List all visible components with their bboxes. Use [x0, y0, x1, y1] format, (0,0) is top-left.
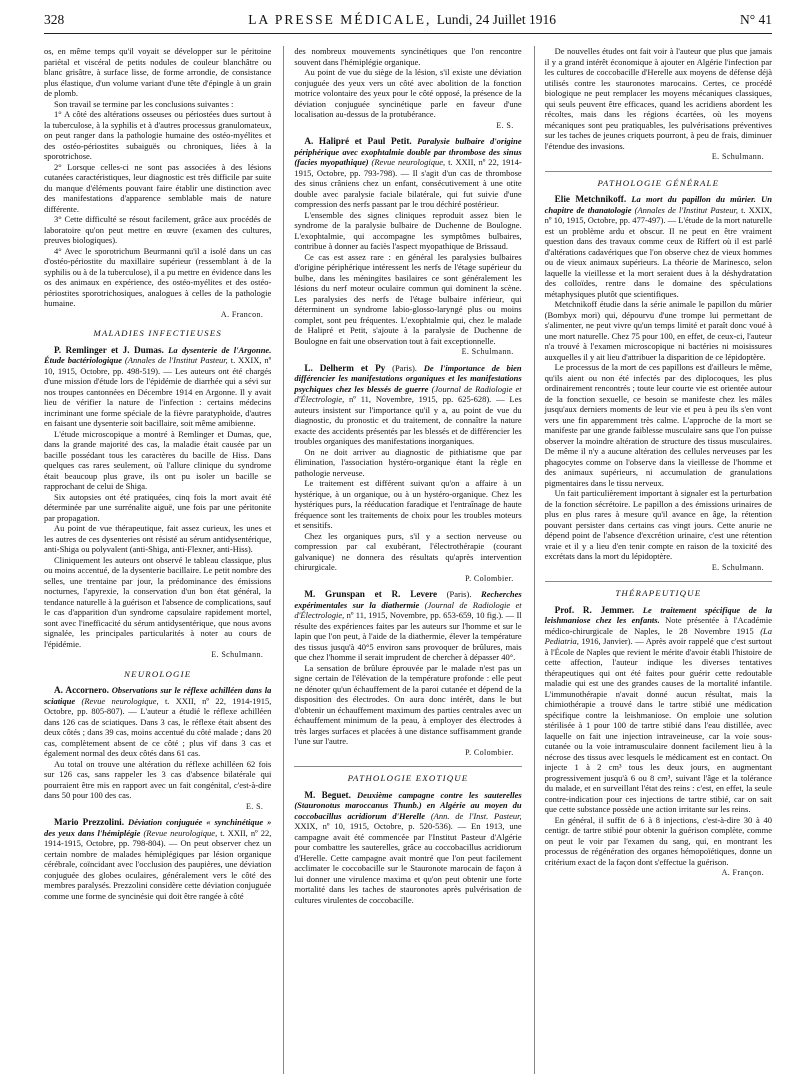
article-title: La mort du papillon du mûrier. Un chapitre de thanatologie	[544, 194, 772, 215]
article-title: Déviation conjuguée « synchinétique » des yeux dans l'hémiplégie	[44, 817, 272, 838]
article-author: Elie Metchnikoff.	[554, 194, 627, 204]
signature: P. Colombier.	[465, 573, 514, 583]
article-body: XXIX, nº 10, 1915, Octobre, p. 520-536). — En 1913, une campagne avait été commencée par l'Institut Pasteur d'Algérie pour combattre les sauterelles, grâce au coccobacillus acridiorum d'Herelle. Cette campagne avait montré que l'on peut facilement acclimater le coccobacille sur le Stauronote marocain de façon à lui donner une virulence maxima et qu'on peut obtenir une forte mortalité dans les taches de stauronotes après pulvérisation de cultures virulentes de coccobacille.	[294, 821, 522, 905]
column-left	[44, 46, 271, 1074]
issue-number: N° 41	[739, 12, 772, 27]
article-body: nº 11, 1915, Novembre, pp. 653-659, 10 fig.). — Il résulte des expériences faites par les auteurs sur l'homme et sur le lapin que l'on peut, à l'aide de la diathermie, élever la température des tissus jusqu'à 40°5 environ sans provoquer de brûlures, mais que chez l'homme il serait imprudent de chercher à dépasser 40°.	[294, 610, 522, 662]
paragraph: Le traitement est différent suivant qu'on a affaire à un hystérique, à un organique, ou à un hystéro-organique. Chez les hystériques purs, la rééducation faradique et l'entraînage de haute fréquence sont les traitements de choix pour les troubles moteurs et sensitifs.	[294, 478, 522, 530]
paragraph: Chez les organiques purs, s'il y a section nerveuse ou compression par cal exubérant, l'électrothérapie (courant galvanique) ne donnera des résultats qu'après intervention chirurgicale.	[294, 530, 522, 572]
article-entry	[44, 345, 271, 429]
paragraph: Le processus de la mort de ces papillons est d'ailleurs le même, qu'ils aient ou non été infectés par des diplocoques, les plus ordinairement rencontrés ; toute leur courte vie est orientée autour de la fonction sexuelle, ce besoin se manifeste chez les mâles jusqu'aux derniers moments de leur vie et peu à peu ils s'en vont vers une fin apparemment très calme. L'approche de la mort se manifeste par une grande faiblesse musculaire sans que l'on puisse observer la moindre altération de structure des tissus musculaires. De même il n'y a aucune altération des cellules nerveuses par les phagocytes comme on l'observe dans la vieillesse de l'homme et des animaux supérieurs, ni accumulation de granulations pigmentaires dans le tissu nerveux.	[544, 362, 772, 488]
signature: P. Colombier.	[465, 747, 514, 757]
text-columns	[44, 46, 772, 1074]
article-source: (Revue neurologique,	[143, 827, 218, 838]
paragraph: Cliniquement les auteurs ont observé le tableau classique, plus ou moins accentué, de la dysenterie bacillaire. Le petit nombre des selles, une trentaine par jour, la prédominance des émissions nocturnes, l'apyrexie, la conservation d'un bon état général, la tendance naturelle à la guérison et l'absence de complications, sauf le cas d'apparition d'un syndrome capsulaire rapidement mortel, sont avec l'inefficacité du sérum antidysentérique, que nous avons signalée, les principales particularités à noter au cours de l'épidémie.	[44, 554, 272, 649]
article-source: (Annales de l'Institut Pasteur,	[634, 204, 738, 215]
article-entry	[44, 685, 271, 759]
issue-date: Lundi, 24 Juillet 1916	[436, 12, 556, 27]
signature: A. Françon.	[721, 868, 764, 877]
article-body: t. XXIX, nº 10, 1915, Octobre, pp. 498-519). — Les auteurs ont été chargés d'une mission d'étude lors de l'épidémie de diarrhée qui a sévi sur nos troupes cantonnées en Décembre 1914 en Argonne. Il y avait lieu de vérifier la nature de l'infection : certains médecins incriminant une forme spéciale de la fièvre paratyphoïde, d'autres en faisant une dysenterie soit bacillaire, soit même amibienne.	[44, 355, 272, 428]
article-entry	[545, 605, 772, 815]
article-source: (Journal de Radiologie et d'Électrologie,	[294, 599, 522, 620]
paragraph: Au point de vue du siège de la lésion, s'il existe une déviation conjuguée des yeux vers un côté avec abolition de la fonction motrice volontaire des yeux pour le côté opposé, la présence de la déviation conjuguée syncinétique parle en faveur d'une localisation au-dessus de la protubérance.	[294, 67, 522, 119]
article-author: Mario Prezzolini.	[54, 817, 125, 827]
article-title: Le traitement spécifique de la leishmaniose chez les enfants.	[544, 604, 772, 625]
paragraph: Metchnikoff étudie dans la série animale le papillon du mûrier (Bombyx mori) qui, dépourvu d'une trompe lui permettant de s'alimenter, ne peut vivre qu'un temps limité et paraît donc voué à une mort naturelle. Chez 75 pour 100, en effet, de ceux-ci, l'auteur n'a trouvé à l'examen microscopique ni bactéries ni moisissures auxquelles il y ait lieu d'attribuer la disparition de ce lépidoptère.	[544, 299, 772, 362]
paragraph: L'étude microscopique a montré à Remlinger et Dumas, que, dans la grande majorité des cas, la maladie était causée par un bacille possédant tous les caractères du bacille de Hiss. Dans quelques cas rares seulement, où l'allure clinique du syndrome était beaucoup plus grave, ils ont pu isoler un bacille se rapprochant de celui de Shiga.	[44, 428, 272, 491]
article-entry	[545, 194, 772, 299]
article-title: De l'importance de bien différencier les manifestations organiques et les manifestations psychiques chez les blessés de guerre	[294, 362, 522, 394]
journal-name: LA PRESSE MÉDICALE,	[248, 12, 432, 27]
paragraph: L'ensemble des signes cliniques reproduit assez bien le syndrome de la paralysie bulbaire de Duchenne de Boulogne. L'exophtalmie, qui accompagne les symptômes bulbaires, contribue à donner au faciès l'aspect myopathique de Brissaud.	[294, 209, 522, 251]
article-body: nº 11, Novembre, 1915, pp. 625-628). — Les auteurs insistent sur l'importance qu'il y a, au point de vue du diagnostic, du pronostic et du traitement, de connaître la nature exacte des accidents présentés par les blessés et de différencier les troubles organiques des manifestations inorganiques.	[294, 394, 522, 446]
paragraph: Au point de vue thérapeutique, fait assez curieux, les unes et les autres de ces dysenteries ont résisté au sérum antidysentérique, anti-Shiga ou polyvalent (anti-Shiga, anti-Flexner, anti-Hiss).	[44, 523, 272, 554]
article-body: t. XXII, nº 22, 1914-1915, Octobre, pp. 793-798). — Il s'agit d'un cas de thrombose des sinus crâniens chez un enfant, consécutivement à une otite double avec paralysie faciale bilatérale, qui fut suivie d'une compression des nerfs passant par le trou déchiré postérieur.	[294, 157, 522, 209]
signature: E. Schulmann.	[711, 562, 764, 572]
signature: E. Schulmann.	[211, 650, 264, 659]
article-author: M. Grunspan et R. Levere	[304, 589, 438, 599]
signature: E. Schulmann.	[711, 152, 764, 161]
article-source: (La Pediatria,	[544, 625, 772, 646]
article-title: Recherches expérimentales sur la diathermie	[294, 589, 522, 610]
signature: E. S.	[245, 801, 264, 811]
section-heading: THÉRAPEUTIQUE	[545, 581, 772, 599]
paragraph: 1° A côté des altérations osseuses ou périostées dues surtout à la tuberculose, à la syphilis et à d'autres processus granulomateux, on peut ranger dans la pathologie humaine des ostéo-myélites et des ostéo-périostites subaiguës ou chroniques, liées à la sporotrichose.	[44, 109, 272, 161]
section-heading: PATHOLOGIE GÉNÉRALE	[545, 171, 772, 189]
paragraph: 2° Lorsque celles-ci ne sont pas associées à des lésions cutanées caractéristiques, leur diagnostic est très difficile par suite du manque d'éléments pouvant faire établir une distinction avec des manifestations d'apparence semblable mais de nature différente.	[44, 161, 272, 214]
article-entry	[294, 589, 521, 663]
article-entry	[294, 363, 521, 447]
article-body: 1916, Janvier). — Après avoir rappelé que c'est surtout à l'École de Naples que revient le mérite d'avoir établi l'histoire de cette affection, l'auteur indique les diverses tentatives thérapeutiques qui ont été faites pour guérir cette redoutable maladie qui est une des grandes causes de la mortalité infantile. L'immunothérapie n'avait donné aucun résultat, mais la chimiothérapie a trouvé dans le tartre stibié une médication spécifique contre la leishmaniose. On emploie une solution stérilisée à 1 pour 100 de tartre stibié dans l'eau distillée, avec laquelle on fait une injection intraveineuse, car la voie sous-cutanée ou la voie intramusculaire donnent facilement lieu à la nécrose des tissus avec lesquels le médicament est en contact. On injecte 1 à 2 cm³ tous les deux jours, en augmentant progressivement jusqu'à 6 ou 8 cm³, suivant l'âge et la tolérance du malade, et en surveillant l'état des reins : c'est, en effet, la seule contre-indication pour ces injections de tartre stibié, car on sait que cette substance possède une action irritante sur les reins.	[544, 636, 772, 814]
paragraph: La sensation de brûlure éprouvée par le malade n'est pas un signe certain de l'élévation de la température profonde : elle peut ne dénoter qu'un échauffement de la paroi cutanée et dépend de la disposition des électrodes. On aura donc intérêt, dans le but d'obtenir un échauffement maximum des parties centrales avec un échauffement minimum de la peau, à employer des électrodes à très larges surfaces et placées à une distance suffisamment grande l'une sur l'autre.	[294, 662, 522, 746]
column-middle	[283, 46, 521, 1074]
journal-title	[248, 12, 556, 28]
article-body: t. XXII, nº 22, 1914-1915, Octobre, pp. 805-807). — L'auteur a étudié le réflexe achilléen dans 126 cas de sciatiques. Dans 3 cas, le réflexe était absent des deux côtés ; dans 39 cas, moins accentué du côté malade ; dans 20 cas, complètement absent de ce côté ; plus vif dans 3 cas et également normal des deux côtés dans 61 cas.	[44, 695, 272, 758]
paragraph: Six autopsies ont été pratiquées, cinq fois la mort avait été déterminée par une surrénalite aiguë, une fois par une péritonite par propagation.	[44, 491, 272, 523]
article-author: A. Halipré et Paul Petit.	[304, 136, 412, 146]
article-note: Note présentée à l'Académie médico-chirurgicale de Naples, le 28 Novembre 1915	[544, 615, 772, 636]
signature: A. Francon.	[220, 309, 264, 319]
article-title: Paralysie bulbaire d'origine périphérique avec exophtalmie double par thrombose des sinus (facies myopathique)	[294, 136, 522, 167]
paragraph: 4° Avec le sporotrichum Beurmanni qu'il a isolé dans un cas d'ostéo-périostite du maxillaire supérieur (ressemblant à de la syphilis ou à de la tuberculose), il a pu mettre en évidence dans les os des animaux en expérience, des ostéo-myélites et des ostéo-périostites sporotrichosiques, analogues à celles de la pathologie humaine.	[44, 245, 272, 308]
article-author: A. Accornero.	[54, 685, 109, 695]
section-heading: PATHOLOGIE EXOTIQUE	[294, 766, 521, 784]
article-title: Observations sur le réflexe achilléen dans la sciatique	[44, 685, 272, 706]
paragraph: De nouvelles études ont fait voir à l'auteur que plus que jamais il y a grand intérêt économique à ajouter en Algérie l'infection par les cultures de coccobacille d'Herelle aux moyens de défense déjà utilisés contre les stauronotes marocains. Certes, ce procédé biologique ne peut remplacer les moyens mécaniques classiques, qui seuls peuvent être efficaces, quand les acridiens abordent les récoltes, mais dans les régions écartées, où les moyens mécaniques sont peu pratiquables, les pulvérisations préventives sur les taches de jeunes criquets pourront, à peu de frais, diminuer l'étendue des invasions.	[544, 46, 772, 151]
article-source: (Revue neurologique,	[371, 157, 446, 167]
article-location: (Paris).	[437, 589, 472, 599]
article-entry	[294, 790, 521, 906]
paragraph: On ne doit arriver au diagnostic de pithiatisme que par élimination, l'association hystéro-organique étant la règle en pathologie nerveuse.	[294, 446, 522, 478]
article-source: (Ann. de l'Inst. Pasteur,	[430, 810, 522, 821]
paragraph: 3° Cette difficulté se résout facilement, grâce aux procédés de laboratoire qu'on peut mettre en œuvre (examen des cultures, preuves biologiques).	[44, 214, 272, 245]
article-author: L. Delherm et Py	[304, 362, 386, 373]
article-author: P. Remlinger et J. Dumas.	[54, 344, 164, 355]
paragraph: os, en même temps qu'il voyait se développer sur le péritoine pariétal et viscéral de petits nodules de couleur blanchâtre ou blanc grisâtre, à surface lisse, de forme arrondie, de consistance plus élastique, d'un volume variant d'une tête d'épingle à un grain de plomb.	[44, 46, 272, 98]
signature: E. S.	[496, 120, 514, 130]
column-right	[534, 46, 772, 1074]
paragraph: Au total on trouve une altération du réflexe achilléen 62 fois sur 126 cas, sans rappeler les 3 cas d'absence bilatérale qui pourraient être mis en rapport avec un fait congénital, c'est-à-dire dans 50 pour 100 des cas.	[44, 758, 272, 800]
article-entry	[44, 817, 271, 901]
signature: E. Schulmann.	[461, 347, 514, 356]
page-number: 328	[44, 12, 65, 27]
article-title: Deuxième campagne contre les sauterelles (Stauronotus maroccanus Thunb.) en Algérie au moyen du coccobacillus acridiorum d'Herelle	[294, 789, 522, 821]
article-source: (Journal de Radiologie et d'Électrologie,	[294, 383, 522, 404]
section-heading: NEUROLOGIE	[124, 668, 192, 679]
article-location: (Paris).	[385, 362, 417, 373]
paragraph: En général, il suffit de 6 à 8 injections, c'est-à-dire 30 à 40 centigr. de tartre stibié pour obtenir la guérison complète, comme on peut le voir par l'examen du sang, qui, en montrant les processus de régénération des organes hémopoïétiques, donne un critérium exact de la façon dont s'effectue la guérison.	[544, 814, 772, 867]
paragraph: des nombreux mouvements syncinétiques que l'on rencontre souvent dans l'hémiplégie organique.	[294, 46, 522, 67]
article-body: t. XXIX, nº 10, 1915, Octobre, pp. 477-497). — L'étude de la mort naturelle est un problème ardu et obscur. Il ne peut en être vraiment question dans des travaux comme ceux de Riffert où il est parlé d'altérations cadavériques que l'on observe chez de vieux hommes ou de vieux animaux supérieurs. La théorie de Marinesco, selon laquelle la vieillesse et la mort seraient dues à la déshydratation des colloïdes, rentre dans le domaine des spéculations métaphysiques plutôt que scientifiques.	[544, 204, 772, 299]
paragraph: Son travail se termine par les conclusions suivantes :	[54, 98, 234, 109]
article-body: t. XXII, nº 22, 1914-1915, Octobre, pp. 798-804). — On peut observer chez un certain nombre de malades hémiplégiques par lésion organique cérébrale, coïncidant avec l'occlusion des paupières, une déviation conjuguée des globes oculaires, généralement vers le côté des membres paralysés. Prezzolini considère cette déviation conjuguée comme une forme de syncinésie qui doit être rangée à côté	[44, 827, 272, 901]
page-header	[44, 12, 772, 34]
article-title: La dysenterie de l'Argonne. Étude bactériologique	[44, 344, 272, 365]
article-source: (Revue neurologique,	[81, 695, 159, 706]
article-author: M. Beguet.	[304, 789, 351, 800]
article-source: (Annales de l'Institut Pasteur,	[124, 355, 228, 365]
section-heading: MALADIES INFECTIEUSES	[93, 328, 222, 338]
article-entry	[294, 136, 521, 210]
paragraph: Un fait particulièrement important à signaler est la perturbation de la fonction sécrétoire. Le papillon a des émissions urinaires de plus en plus rares à mesure qu'il avance en âge, la rétention pouvant persister dans certains cas vingt jours. Cette anurie ne dépend point de l'absence d'excrétion urinaire, c'est une rétention vraie et il y a lieu d'en tenir compte en raison de la toxicité des excrétats dans la mort du lépidoptère.	[544, 488, 772, 561]
paragraph: Ce cas est assez rare : en général les paralysies bulbaires d'origine périphérique intéressent les nerfs de l'étage supérieur du bulbe, dans les méningites basilaires ce sont généralement les lésions du nerf moteur oculaire commun qui dominent la scène. Les paralysies des nerfs de l'étage bulbaire inférieur, qui déterminent un syndrome labio-glosso-laryngé plus ou moins complet, sont peu fréquentes. L'exophtalmie qui, chez le malade de Halipré et Petit, s'ajoute à la paralysie de Duchenne de Boulogne en fait une observation tout à fait exceptionnelle.	[294, 251, 522, 346]
article-author: Prof. R. Jemmer.	[554, 604, 635, 615]
